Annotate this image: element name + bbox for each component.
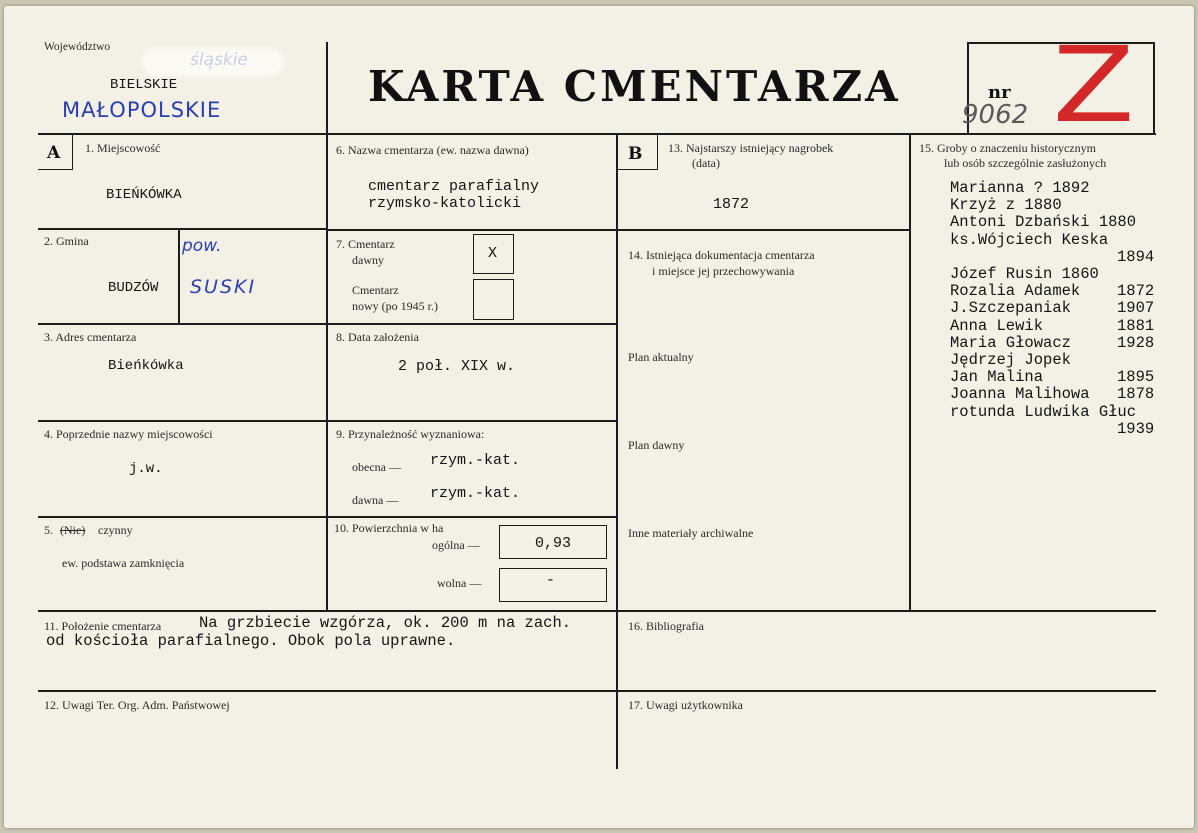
field-7-nowy-line1: Cmentarz: [352, 283, 399, 297]
section-b-letter: B: [628, 144, 643, 164]
rule-bottom-mid: [38, 690, 1156, 692]
nr-handwritten: 9062: [962, 100, 1029, 130]
field-9-dawna-value: rzym.-kat.: [430, 485, 521, 502]
grave-name: Marianna ? 1892: [950, 179, 1090, 197]
field-2-hand-pow: pow.: [182, 236, 222, 256]
wojewodztwo-handwritten: MAŁOPOLSKIE: [62, 98, 222, 122]
inne-materialy-label: Inne materiały archiwalne: [628, 526, 754, 540]
field-8-label: 8. Data założenia: [336, 330, 419, 344]
field-1-value: BIEŃKÓWKA: [106, 187, 182, 203]
section-a-letter: A: [47, 143, 61, 163]
rule-v-right: [909, 133, 911, 611]
grave-year: 1895: [1117, 368, 1155, 387]
rule-v-center: [616, 133, 618, 769]
grave-name: Anna Lewik: [950, 316, 1044, 335]
field-5-struck: (Nie): [60, 523, 86, 537]
field-10-wolna-label: wolna —: [437, 576, 482, 590]
grave-name: Joanna Malihowa: [950, 385, 1090, 404]
field-4-value: j.w.: [129, 461, 163, 477]
rule-b-1: [617, 229, 909, 231]
rule-v-header: [326, 42, 328, 134]
grave-name: Jan Malina: [950, 368, 1044, 387]
field-4-label: 4. Poprzednie nazwy miejscowości: [44, 427, 213, 441]
field-2-label: 2. Gmina: [44, 234, 89, 248]
field-11-value-line1: Na grzbiecie wzgórza, ok. 200 m na zach.: [199, 614, 572, 632]
field-3-value: Bieńkówka: [108, 358, 184, 374]
field-2-hand-county: SUSKI: [190, 276, 257, 298]
field-11-value-line2: od kościoła parafialnego. Obok pola uprawne.: [46, 632, 456, 650]
field-9-obecna-label: obecna —: [352, 460, 401, 474]
field-13-label-line2: (data): [692, 156, 720, 170]
section-z-mark: Z: [1052, 24, 1135, 146]
grave-name: ks.Wójciech Keska: [950, 230, 1109, 249]
wojewodztwo-typed: BIELSKIE: [110, 77, 178, 93]
field-13-value: 1872: [713, 196, 750, 213]
grave-name: J.Szczepaniak: [950, 299, 1071, 318]
grave-name: Józef Rusin 1860: [950, 265, 1099, 283]
plan-aktualny-label: Plan aktualny: [628, 350, 694, 364]
field-15-label-line2: lub osób szczególnie zasłużonych: [944, 156, 1107, 170]
field-9-dawna-label: dawna —: [352, 493, 399, 507]
field-10-label: 10. Powierzchnia w ha: [334, 521, 444, 535]
field-1-label: 1. Miejscowość: [85, 141, 161, 155]
grave-name: Rozalia Adamek: [950, 282, 1081, 301]
grave-year: 1928: [1117, 333, 1155, 352]
nr-label: nr: [988, 82, 1011, 103]
field-7-dawny-mark: X: [488, 245, 498, 262]
rule-main-bottom: [38, 610, 1156, 612]
grave-year: 1878: [1117, 385, 1155, 404]
rule-v-left: [326, 133, 328, 611]
field-14-label-line1: 14. Istniejąca dokumentacja cmentarza: [628, 248, 815, 262]
field-2-value: BUDZÓW: [108, 280, 159, 296]
rule-top: [38, 133, 1156, 135]
field-14-label-line2: i miejsce jej przechowywania: [652, 264, 795, 278]
rule-a-1: [38, 228, 328, 230]
field-6-value-line2: rzymsko-katolicki: [368, 195, 522, 212]
field-10-wolna-value: -: [546, 572, 556, 589]
field-3-label: 3. Adres cmentarza: [44, 330, 137, 344]
field-17-label: 17. Uwagi użytkownika: [628, 698, 743, 712]
field-9-label: 9. Przynależność wyznaniowa:: [336, 427, 485, 441]
field-7-nowy-line2: nowy (po 1945 r.): [352, 299, 438, 313]
rule-mid-4: [327, 516, 617, 518]
rule-v-nrbox: [1153, 42, 1155, 134]
field-7-nowy-box: [473, 279, 514, 320]
page-title: KARTA CMENTARZA: [368, 62, 901, 111]
grave-name: Krzyż z 1880: [950, 196, 1062, 215]
rule-mid-2: [327, 323, 617, 325]
grave-year: 1907: [1117, 299, 1155, 318]
field-13-label-line1: 13. Najstarszy istniejący nagrobek: [668, 141, 834, 155]
grave-name: Maria Głowacz: [950, 333, 1071, 352]
field-16-label: 16. Bibliografia: [628, 619, 704, 633]
field-6-label: 6. Nazwa cmentarza (ew. nazwa dawna): [336, 143, 529, 157]
field-12-label: 12. Uwagi Ter. Org. Adm. Państwowej: [44, 698, 230, 712]
plan-dawny-label: Plan dawny: [628, 438, 685, 452]
field-11-label: 11. Położenie cmentarza: [44, 619, 162, 633]
rule-a-4: [38, 516, 328, 518]
grave-name: Antoni Dzbański 1880: [950, 213, 1137, 232]
field-10-ogolna-value: 0,93: [535, 535, 572, 552]
field-5-label: czynny: [98, 523, 133, 537]
field-6-value-line1: cmentarz parafialny: [368, 178, 540, 195]
grave-year: 1939: [1117, 419, 1155, 438]
wojewodztwo-label: Województwo: [44, 41, 111, 53]
rule-v-gmina: [178, 228, 180, 324]
rule-a-2: [38, 323, 328, 325]
field-10-ogolna-label: ogólna —: [432, 538, 480, 552]
rule-mid-1: [327, 229, 617, 231]
field-15-label-line1: 15. Groby o znaczeniu historycznym: [919, 141, 1096, 155]
wojewodztwo-crossed-handwriting: śląskie: [190, 50, 248, 70]
grave-year: 1872: [1117, 282, 1155, 301]
grave-year: 1894: [1117, 247, 1155, 266]
grave-name: Jędrzej Jopek: [950, 351, 1071, 369]
rule-a-3: [38, 420, 328, 422]
field-9-obecna-value: rzym.-kat.: [430, 452, 521, 469]
field-7-label-line1: 7. Cmentarz: [336, 237, 395, 251]
field-5-sublabel: ew. podstawa zamknięcia: [62, 556, 185, 570]
grave-year: 1881: [1117, 316, 1155, 335]
grave-name: rotunda Ludwika Głuc: [950, 402, 1137, 421]
field-5-number: 5.: [44, 523, 53, 537]
field-7-label-line2: dawny: [352, 253, 384, 267]
field-8-value: 2 poł. XIX w.: [398, 358, 516, 375]
rule-mid-3: [327, 420, 617, 422]
